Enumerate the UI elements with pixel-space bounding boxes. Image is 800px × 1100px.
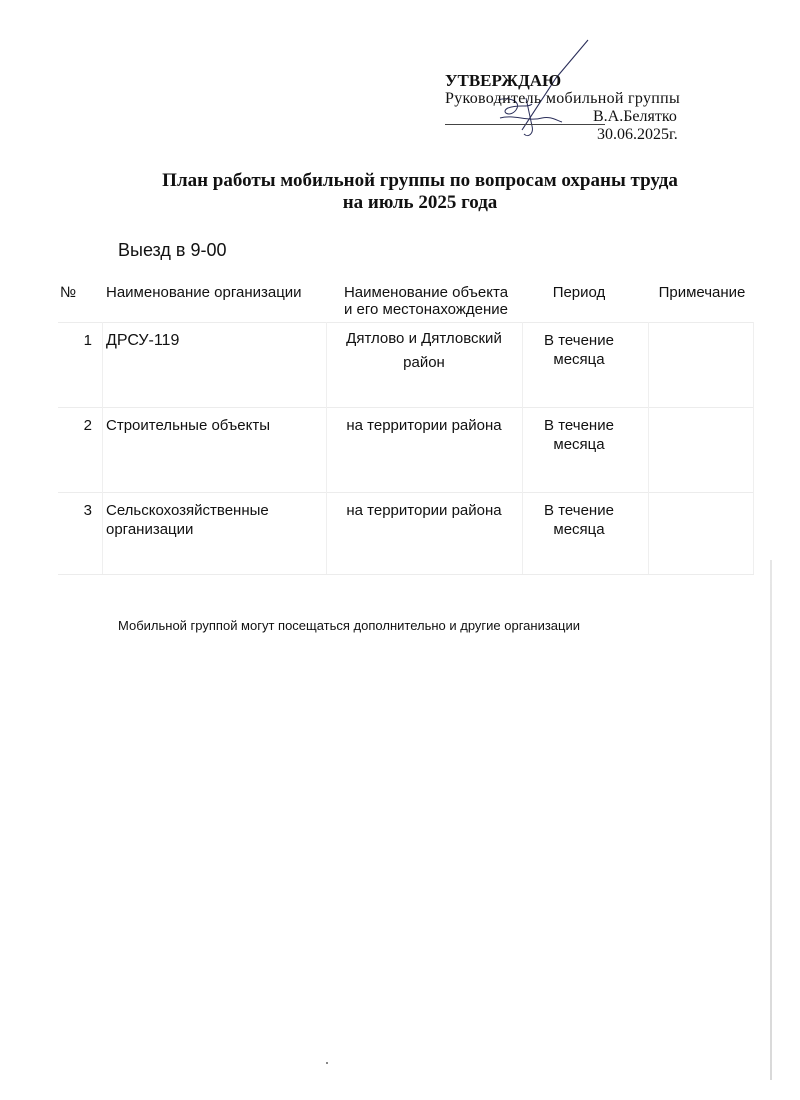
row-num: 1 [83,332,92,349]
header-period: Период [552,284,606,301]
column-divider [326,322,327,574]
table-header [58,280,754,322]
row-object: Дятлово и Дятловский район [346,330,502,371]
column-divider [102,322,103,574]
departure-time: Выезд в 9-00 [118,240,227,260]
table-row [58,492,754,577]
row-object: на территории района [346,502,502,519]
scan-edge-shadow [770,560,772,1080]
column-divider [753,322,754,574]
column-divider [648,322,649,574]
row-period: В течение месяца [544,502,614,538]
row-num: 3 [83,502,92,519]
header-num: № [60,284,77,301]
row-org: ДРСУ-119 [106,332,180,349]
scan-speck [326,1062,328,1064]
approver-name: В.А.Белятко [593,108,677,125]
title-line-1: План работы мобильной группы по вопросам охраны труда [162,170,678,191]
row-num: 2 [83,417,92,434]
row-org: Строительные объекты [106,417,270,434]
approval-title: УТВЕРЖДАЮ [445,71,562,90]
approval-block [445,71,745,143]
footnote: Мобильной группой могут посещаться дополнительно и другие организации [118,618,581,633]
table-row [58,322,754,407]
header-org: Наименование организации [106,284,302,301]
table-bottom-border [58,574,754,575]
header-object [328,284,524,318]
header-note: Примечание [658,284,746,301]
row-object: на территории района [346,417,502,434]
table-row [58,407,754,492]
header-object-line-1: Наименование объекта [343,284,509,301]
document-title [100,170,740,214]
approval-position: Руководитель мобильной группы [445,90,681,107]
signature-line [445,124,605,125]
plan-table [58,280,754,577]
column-divider [522,322,523,574]
title-line-2: на июль 2025 года [342,192,498,213]
approval-date: 30.06.2025г. [597,126,678,143]
row-period: В течение месяца [544,332,614,368]
header-object-line-2: и его местонахождение [343,301,508,318]
row-period: В течение месяца [544,417,614,453]
row-org: Сельскохозяйственные организации [106,502,269,538]
